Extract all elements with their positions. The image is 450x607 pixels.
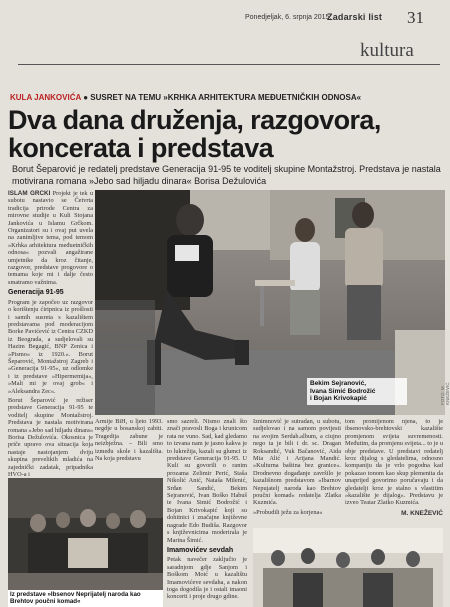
bottom-left-photo-image xyxy=(8,478,163,590)
column-4-paragraph-2: »Probudili ježu za korjena« xyxy=(253,508,323,516)
kicker xyxy=(10,93,361,102)
photo-credit: FOTO: M. KNEŽEVIĆ xyxy=(440,382,450,405)
subheading-sevdah: Imamovićev sevdah xyxy=(167,546,234,554)
article-column-3 xyxy=(167,418,247,606)
kicker-topic: SUSRET NA TEMU »KRHKA ARHITEKTURA MEĐUETNIČKIH ODNOSA« xyxy=(90,93,362,102)
bottom-right-photo-image xyxy=(253,528,443,607)
page-number: 31 xyxy=(407,8,424,27)
article-column-5 xyxy=(345,418,443,528)
bottom-left-photo-caption: Iz predstave »Ibsenov Neprijatelj naroda kao Brehtov poučni komad« xyxy=(8,590,163,607)
issue-date: Ponedjeljak, 6. srpnja 2015. xyxy=(245,14,332,21)
bottom-right-photo xyxy=(253,528,443,607)
article-author: M. KNEŽEVIĆ xyxy=(401,509,443,517)
kicker-location: KULA JANKOVIĆA xyxy=(10,93,81,102)
article-column-2: Armije BiH, u ljeto 1993. negdje u bosanskoj zabiti. Tragedija zabune je neizbježna. – Bili smo između skole i kazališta. Na koja predstavu xyxy=(95,418,163,463)
column-5-paragraph-1: tom promijenom njena, to je ibsenovsko-brehtovski kazalište promjenom svijeta suvremenosti. Međutim, da promjenu svijeta... to je u obje predstave. U predstavi redatelj kroz dijalog s gledatelima, odnosno kompaniju da je vrlo pogodna kad pokazao tonom kao skup plemenita da unaprijed govorimo poručavaju i da gledatelji kroz je stalno s vlastitim »kazalište je dijalog«. Predstavu je izveo Teatar Zlatko Kuzmića. xyxy=(345,418,443,507)
bottom-left-photo xyxy=(8,478,163,590)
page-header xyxy=(0,8,450,28)
column-1-paragraph-1: Projekt je tek u subotu nastavio se Četvrta tradicija prirode Centra za mirovne studije u Kuli Stojana Jankovića u Islamu Grčkom. Organizatori su i ovaj put uvela na zanimljive tema, pod temom »Krhka arhitektura međuetničkih odnosa« pozvali angažirane umjetnike da kroz čitanje, razgovor, predstave progovore o temama koje mi i dalje često smatramo važnima. xyxy=(8,190,93,286)
section-title: kultura xyxy=(360,40,414,61)
article-column-4 xyxy=(253,418,341,521)
subheading-generation: Generacija 91-95 xyxy=(8,289,64,297)
lead-paragraph: Borut Šeparović je redatelj predstave Generacija 91-95 te voditelj skupine Montažstroj. Predstava je nastala motivirana romana »Jebo sad hiljadu dinara« Borisa Dežulovića xyxy=(12,164,441,186)
column-4-paragraph-1: Iznimnović je sutradan, u subotu, sudjelovao i na samom povijesti na svojim Serdah.album, a ciujno nego ta je bili i dr. sc. Dragan Roksandić, Vuk Bačanović, Aida Mia Alić i Arijana Mandić. »Kulturna baština bez granice«. Drodnevno događanje završilo je kazališnom predstavom »Ibarnov Nepujatelj naroda kao Brehtov poučni komad« redatelja Zlatka Kuzmića. xyxy=(253,418,341,507)
column-1-paragraph-2: Program je započeo uz razgovor o korištenju ćiripnica iz prošlosti i samih susreta s kazalištem predstavama pod moderacijom Borke Pavićević iz Centra CZKD iz Beograda, a sudjelovali su Hazim Begagić, BNP Zenica i »Pismo« iz 1920.«. Borut Šeparović, Montažstroj Zagreb i »Generacija 91-95«, uz odlomke i iz predstave »Hipermemija«, »Mali mi je ovaj grob« i »Aleksandra Zec«. xyxy=(8,298,93,395)
dateline: ISLAM GRČKI xyxy=(8,190,51,197)
caption-line-3: i Bojan Krivokapić xyxy=(310,395,367,402)
column-3-paragraph-1: smo sazreli. Nismo znali što znači pravosli Boga i krunicom rata ne vuno. Sad, kad gledamo to izvana nam je jasno kakva je to lukrežija, kazali su glumci iz predstave Generacija 91-95. U Kuli su govorili o ranim prozama Zelimir Perić, Staša Nikolić Anić, Nataša Milenić, Srđan Sandić, Bekim Sejranović, Ivan Boško Habuš te Ivana Simić Bodrožić i Bojan Krivokapić koji su dohitnici i značajne književne nagrade Edo Budiša. Razgovor s književnicima moderirala je Marina Šimić. xyxy=(167,418,247,544)
column-3-paragraph-2: Petak navečer zaključio je saradnjom gdje Sanjom i Boškom Moić u kazalištu Imamovićeve sevdaha, a nakon toga dogodila je i ostali imaoni koncerti i proje drugo gdine. xyxy=(167,556,247,601)
headline: Dva dana druženja, razgovora, koncerata i predstava xyxy=(8,105,381,163)
newspaper-brand: Zadarski list xyxy=(327,12,383,22)
section-rule xyxy=(18,64,440,65)
caption-line-2: Ivana Simić Bodrožić xyxy=(310,387,376,395)
column-1-paragraph-3: Borut Šeparović je režiser predstave Generacija 91-95 te voditelj skupine Montažstroj. Predstava je nastala motivirana romana »Jebo sad hiljadu dinara« Borisa Dežulovića. Okosnica je priče upravo ova situacija koja nastaje nastojanjem dviju skupina prevelikih mladića na zajednički zadatak, pripadnika HVO-a i xyxy=(8,396,93,479)
main-photo-caption xyxy=(307,378,407,405)
kicker-bullet-icon: ● xyxy=(83,93,91,102)
caption-line-1: Bekim Sejranović, xyxy=(310,380,366,387)
